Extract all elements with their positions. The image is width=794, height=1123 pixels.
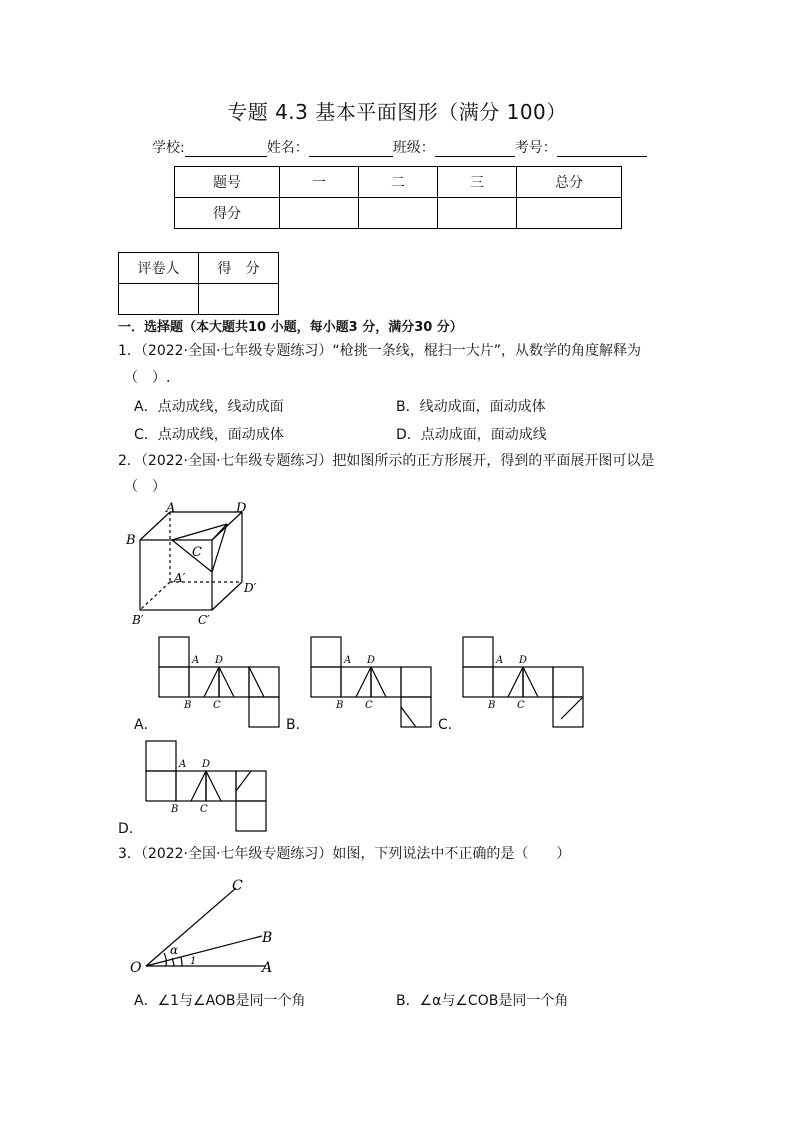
cube-figure	[122, 500, 272, 630]
cube-label-b-prime: B′	[132, 613, 144, 627]
net-label-a: A	[344, 655, 352, 666]
grader-header: 评卷人	[119, 253, 199, 284]
question-1-paren: （ ）.	[124, 370, 171, 386]
net-label-a: A	[496, 655, 504, 666]
q3-option-a[interactable]: A．∠1与∠AOB是同一个角	[134, 993, 306, 1009]
angle-label-c: C	[232, 878, 243, 894]
cube-label-d-prime: D′	[244, 581, 257, 595]
grader-cell[interactable]	[119, 284, 199, 315]
q1-option-b[interactable]: B．线动成面，面动成体	[396, 399, 546, 415]
page-title: 专题 4.3 基本平面图形（满分 100）	[227, 100, 567, 124]
angle-label-b: B	[262, 930, 273, 946]
cube-label-c-prime: C′	[198, 613, 210, 627]
net-label-c: C	[200, 804, 208, 815]
student-info-line	[152, 137, 647, 157]
net-label-a: A	[192, 655, 200, 666]
angle-figure	[126, 872, 286, 982]
net-option-d[interactable]	[145, 740, 271, 832]
cube-label-a-prime: A′	[174, 571, 186, 585]
score-cell[interactable]	[438, 198, 517, 229]
angle-label-o: O	[130, 960, 142, 976]
section-heading: 一．选择题（本大题共10 小题，每小题3 分，满分30 分）	[118, 320, 463, 335]
net-label-a: A	[179, 759, 187, 770]
q2-option-c-label[interactable]: C．	[438, 717, 462, 733]
cube-label-c: C	[192, 545, 202, 560]
q1-option-a[interactable]: A．点动成线，线动成面	[134, 399, 284, 415]
net-label-d: D	[202, 759, 211, 770]
net-label-b: B	[184, 700, 192, 711]
net-label-b: B	[336, 700, 344, 711]
class-label: 班级：	[392, 140, 435, 156]
number-blank[interactable]	[557, 140, 647, 157]
school-blank[interactable]	[185, 140, 267, 157]
name-label: 姓名：	[266, 140, 309, 156]
net-label-d: D	[215, 655, 224, 666]
q1-option-c[interactable]: C．点动成线，面动成体	[134, 427, 284, 443]
net-label-c: C	[213, 700, 221, 711]
angle-label-a: A	[262, 960, 273, 976]
score-header: 二	[359, 167, 438, 198]
net-label-b: B	[171, 804, 179, 815]
score-header: 三	[438, 167, 517, 198]
score-table	[174, 166, 622, 229]
score-header: 总分	[517, 167, 622, 198]
cube-label-a: A	[166, 501, 176, 516]
grader-score-cell[interactable]	[199, 284, 279, 315]
q2-option-b-label[interactable]: B．	[286, 717, 310, 733]
score-cell[interactable]	[280, 198, 359, 229]
cube-label-b: B	[126, 533, 136, 548]
net-label-c: C	[365, 700, 373, 711]
question-2-text: 2．（2022·全国·七年级专题练习）把如图所示的正方形展开，得到的平面展开图可以是	[118, 453, 655, 469]
q2-option-d-label[interactable]: D．	[118, 821, 143, 837]
question-2-paren: （ ）	[124, 479, 166, 495]
q3-option-b[interactable]: B．∠α与∠COB是同一个角	[396, 993, 569, 1009]
angle-label-1: 1	[190, 956, 197, 967]
net-option-c[interactable]	[462, 636, 588, 728]
cube-label-d: D	[236, 501, 247, 516]
score-cell[interactable]	[359, 198, 438, 229]
question-3-text: 3．（2022·全国·七年级专题练习）如图，下列说法中不正确的是（ ）	[118, 846, 571, 862]
net-option-b[interactable]	[310, 636, 436, 728]
angle-label-alpha: α	[170, 943, 179, 957]
name-blank[interactable]	[309, 140, 393, 157]
net-label-b: B	[488, 700, 496, 711]
question-1-text: 1．（2022·全国·七年级专题练习）“枪挑一条线，棍扫一大片”，从数学的角度解释为	[118, 343, 641, 359]
q1-option-d[interactable]: D．点动成面，面动成线	[396, 427, 547, 443]
net-label-d: D	[519, 655, 528, 666]
number-label: 考号：	[514, 140, 557, 156]
grader-score-header: 得 分	[199, 253, 279, 284]
net-label-c: C	[517, 700, 525, 711]
score-row-label: 得分	[175, 198, 280, 229]
score-header: 题号	[175, 167, 280, 198]
score-cell[interactable]	[517, 198, 622, 229]
class-blank[interactable]	[435, 140, 515, 157]
school-label: 学校:	[152, 140, 185, 156]
q2-option-a-label[interactable]: A．	[134, 717, 158, 733]
net-label-d: D	[367, 655, 376, 666]
net-option-a[interactable]	[158, 636, 284, 728]
score-header: 一	[280, 167, 359, 198]
grader-table	[118, 252, 279, 315]
